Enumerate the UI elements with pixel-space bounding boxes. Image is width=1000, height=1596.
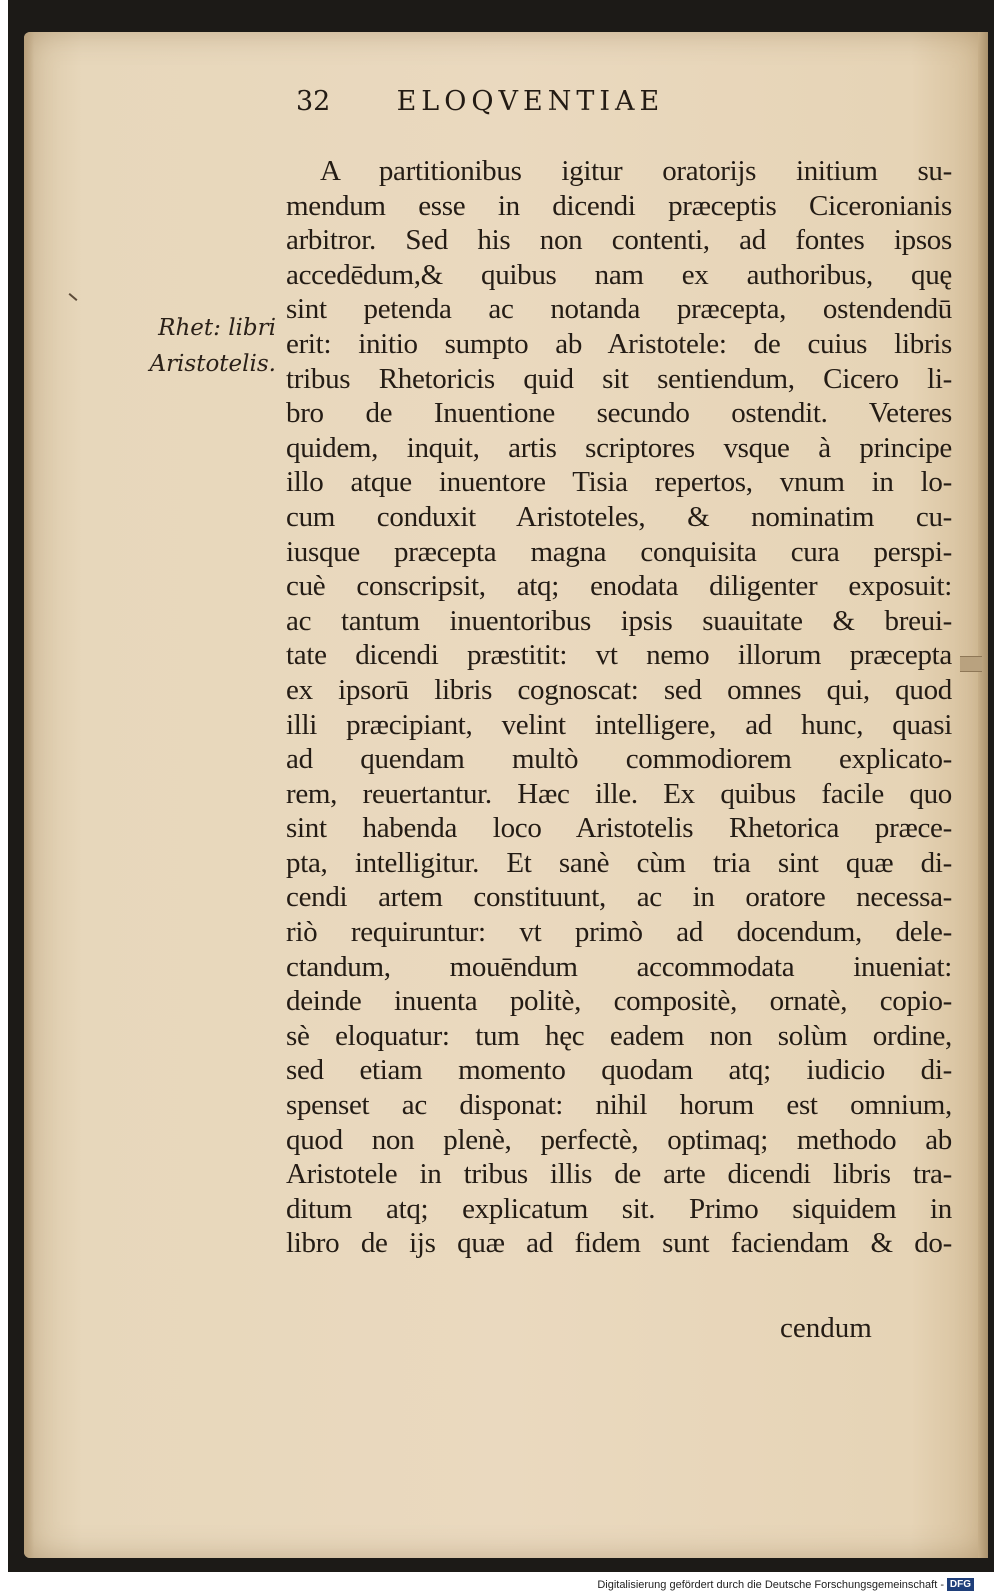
text-line: arbitror. Sed his non contenti, ad fontes ipsos: [286, 224, 952, 257]
text-line: ac tantum inuentoribus ipsis suauitate & breui-: [286, 604, 952, 637]
catchword: cendum: [780, 1312, 872, 1344]
text-line: ad quendam multò commodiorem explicato-: [286, 743, 952, 776]
text-line: ditum atq; explicatum sit. Primo siquidem in: [286, 1192, 952, 1225]
text-line: illo atque inuentore Tisia repertos, vnum in lo-: [286, 466, 952, 499]
text-line: spenset ac disponat: nihil horum est omnium,: [286, 1089, 952, 1122]
footer-bar: [0, 1572, 1000, 1596]
text-line: mendum esse in dicendi præceptis Ciceronianis: [286, 189, 952, 222]
margin-note-line: Rhet: libri: [158, 315, 276, 341]
text-line: ctandum, mouēndum accommodata inueniat:: [286, 950, 952, 983]
funding-credit: Digitalisierung gefördert durch die Deutsche Forschungsgemeinschaft -: [597, 1579, 944, 1591]
text-line: A partitionibus igitur oratorijs initium su-: [320, 155, 952, 187]
text-line: cum conduxit Aristoteles, & nominatim cu-: [286, 500, 952, 533]
running-head: [296, 86, 796, 117]
text-line: sint habenda loco Aristotelis Rhetorica præce-: [286, 812, 952, 845]
text-line: rem, reuertantur. Hæc ille. Ex quibus facile quo: [286, 777, 952, 810]
text-line: sè eloquatur: tum hęc eadem non solùm ordine,: [286, 1019, 952, 1052]
margin-note-line: Aristotelis.: [149, 351, 276, 377]
text-line: deinde inuenta politè, compositè, ornatè, copio-: [286, 985, 952, 1018]
text-line: illi præcipiant, velint intelligere, ad hunc, quasi: [286, 708, 952, 741]
running-title: ELOQVENTIAE: [396, 86, 665, 117]
page-gutter-shadow: [24, 32, 34, 1558]
text-line: riò requiruntur: vt primò ad docendum, dele-: [286, 916, 952, 949]
text-line: sed etiam momento quodam atq; iudicio di-: [286, 1054, 952, 1087]
body-text: [286, 154, 952, 1261]
text-line: quidem, inquit, artis scriptores vsque à principe: [286, 431, 952, 464]
text-line: iusque præcepta magna conquisita cura perspi-: [286, 535, 952, 568]
text-line: quod non plenè, perfectè, optimaq; methodo ab: [286, 1123, 952, 1156]
page-tab-mark: [960, 656, 982, 672]
text-line: tate dicendi præstitit: vt nemo illorum præcepta: [286, 639, 952, 672]
text-line: erit: initio sumpto ab Aristotele: de cuius libris: [286, 327, 952, 360]
text-line: cendi artem constituunt, ac in oratore necessa-: [286, 881, 952, 914]
dfg-logo: DFG: [947, 1578, 974, 1591]
text-line: libro de ijs quæ ad fidem sunt faciendam & do-: [286, 1227, 952, 1260]
page-number: 32: [296, 86, 331, 117]
page-fore-edge: [978, 32, 988, 1558]
text-line: accedēdum,& quibus nam ex authoribus, quę: [286, 258, 952, 291]
text-line: pta, intelligitur. Et sanè cùm tria sint quæ di-: [286, 846, 952, 879]
text-line: ex ipsorū libris cognoscat: sed omnes qui, quod: [286, 673, 952, 706]
text-line: Aristotele in tribus illis de arte dicendi libris tra-: [286, 1158, 952, 1191]
text-line: sint petenda ac notanda præcepta, ostendendū: [286, 293, 952, 326]
margin-note: [126, 310, 276, 382]
text-line: cuè conscripsit, atq; enodata diligenter exposuit:: [286, 570, 952, 603]
text-line: tribus Rhetoricis quid sit sentiendum, Cicero li-: [286, 362, 952, 395]
text-line: bro de Inuentione secundo ostendit. Veteres: [286, 397, 952, 430]
